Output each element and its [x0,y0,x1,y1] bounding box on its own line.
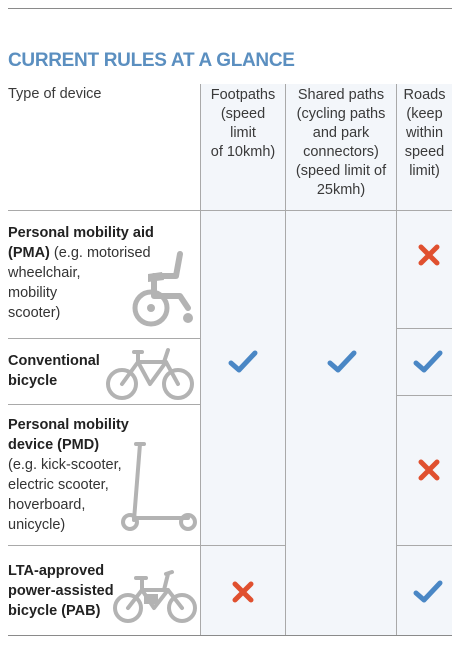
check-icon [228,350,258,374]
cross-icon [231,580,255,604]
row-divider [396,395,452,396]
row-divider [8,545,200,546]
wheelchair-icon [118,250,198,330]
page-title: CURRENT RULES AT A GLANCE [8,50,295,71]
bottom-rule [8,635,452,636]
row-label-pmd: Personal mobility device (PMD) (e.g. kick-scooter, electric scooter, hoverboard, unicycle) [8,417,129,533]
type-of-device-header: Type of device [8,86,102,102]
check-icon [413,350,443,374]
kick-scooter-icon [118,440,198,532]
roads-header: Roads (keep within speed limit) [403,87,446,179]
electric-bicycle-icon [112,566,198,626]
row-label-pab: LTA-approved power-assisted bicycle (PAB) [8,563,114,619]
check-icon [327,350,357,374]
top-rule [8,8,452,9]
row-label-pma: Personal mobility aid (PMA) (e.g. motorised wheelchair, mobility scooter) [8,225,154,321]
row-label-bicycle: Conventional bicycle [8,353,100,389]
check-icon [413,580,443,604]
row-divider [8,404,200,405]
header-divider [8,210,452,211]
row-divider [8,338,200,339]
column-divider [200,84,201,635]
row-divider [396,545,452,546]
cross-icon [417,243,441,267]
row-divider [200,545,285,546]
row-divider [396,328,452,329]
bicycle-icon [104,344,196,402]
cross-icon [417,458,441,482]
footpaths-header: Footpaths (speed limit of 10kmh) [210,87,276,160]
shared-paths-header: Shared paths (cycling paths and park connectors) (speed limit of 25kmh) [295,87,387,198]
